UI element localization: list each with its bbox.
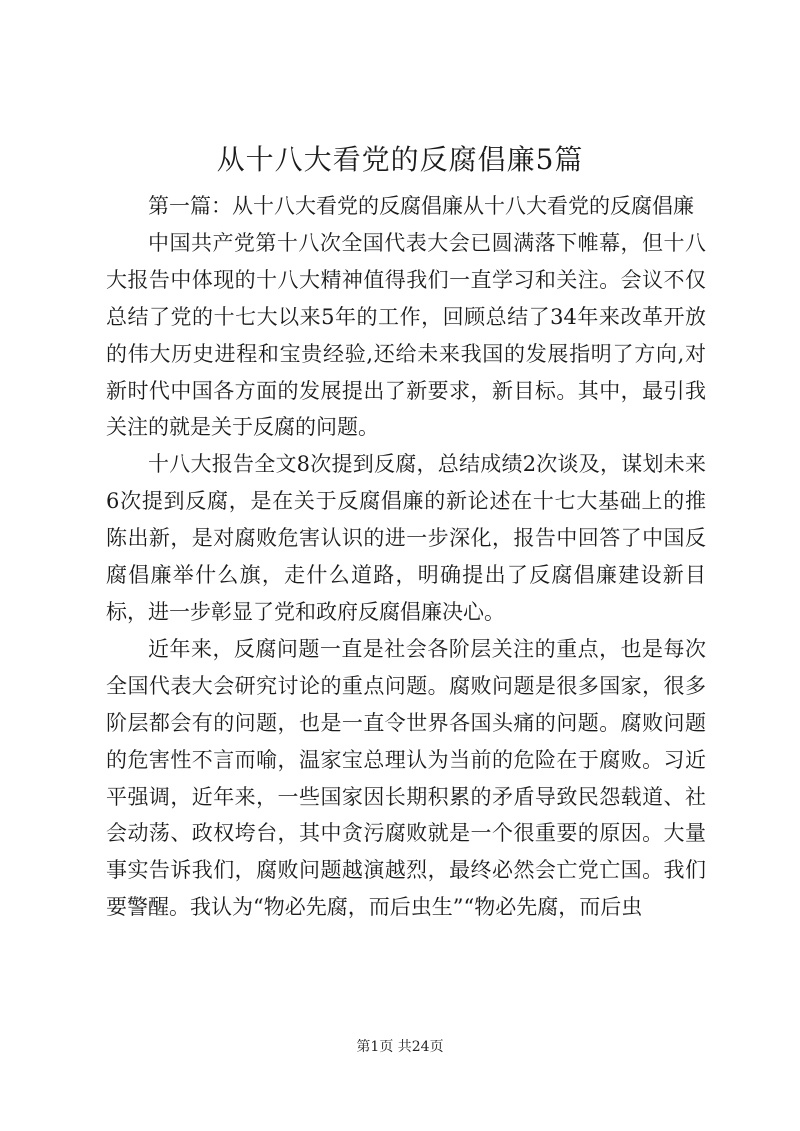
document-body [106,188,706,926]
paragraph: 近年来，反腐问题一直是社会各阶层关注的重点，也是每次全国代表大会研究讨论的重点问题。腐败问题是很多国家，很多阶层都会有的问题，也是一直令世界各国头痛的问题。腐败问题的危害性不言而喻，温家宝总理认为当前的危险在于腐败。习近平强调，近年来，一些国家因长期积累的矛盾导致民怨载道、社会动荡、政权垮台，其中贪污腐败就是一个很重要的原因。大量事实告诉我们，腐败问题越演越烈，最终必然会亡党亡国。我们要警醒。我认为“物必先腐，而后虫生”“物必先腐，而后虫 [106,636,706,920]
paragraph: 中国共产党第十八次全国代表大会已圆满落下帷幕，但十八大报告中体现的十八大精神值得我们一直学习和关注。会议不仅总结了党的十七大以来5年的工作，回顾总结了34年来改革开放的伟大历史进程和宝贵经验,还给未来我国的发展指明了方向,对新时代中国各方面的发展提出了新要求，新目标。其中，最引我关注的就是关于反腐的问题。 [106,230,706,440]
document-title: 从十八大看党的反腐倡廉5篇 [216,143,584,176]
page-footer: 第1页 共24页 [356,1039,444,1055]
paragraph: 十八大报告全文8次提到反腐，总结成绩2次谈及，谋划未来6次提到反腐，是在关于反腐倡廉的新论述在十七大基础上的推陈出新，是对腐败危害认识的进一步深化，报告中回答了中国反腐倡廉举什么旗，走什么道路，明确提出了反腐倡廉建设新目标，进一步彰显了党和政府反腐倡廉决心。 [106,452,706,624]
paragraph-heading: 第一篇：从十八大看党的反腐倡廉从十八大看党的反腐倡廉 [148,194,694,218]
